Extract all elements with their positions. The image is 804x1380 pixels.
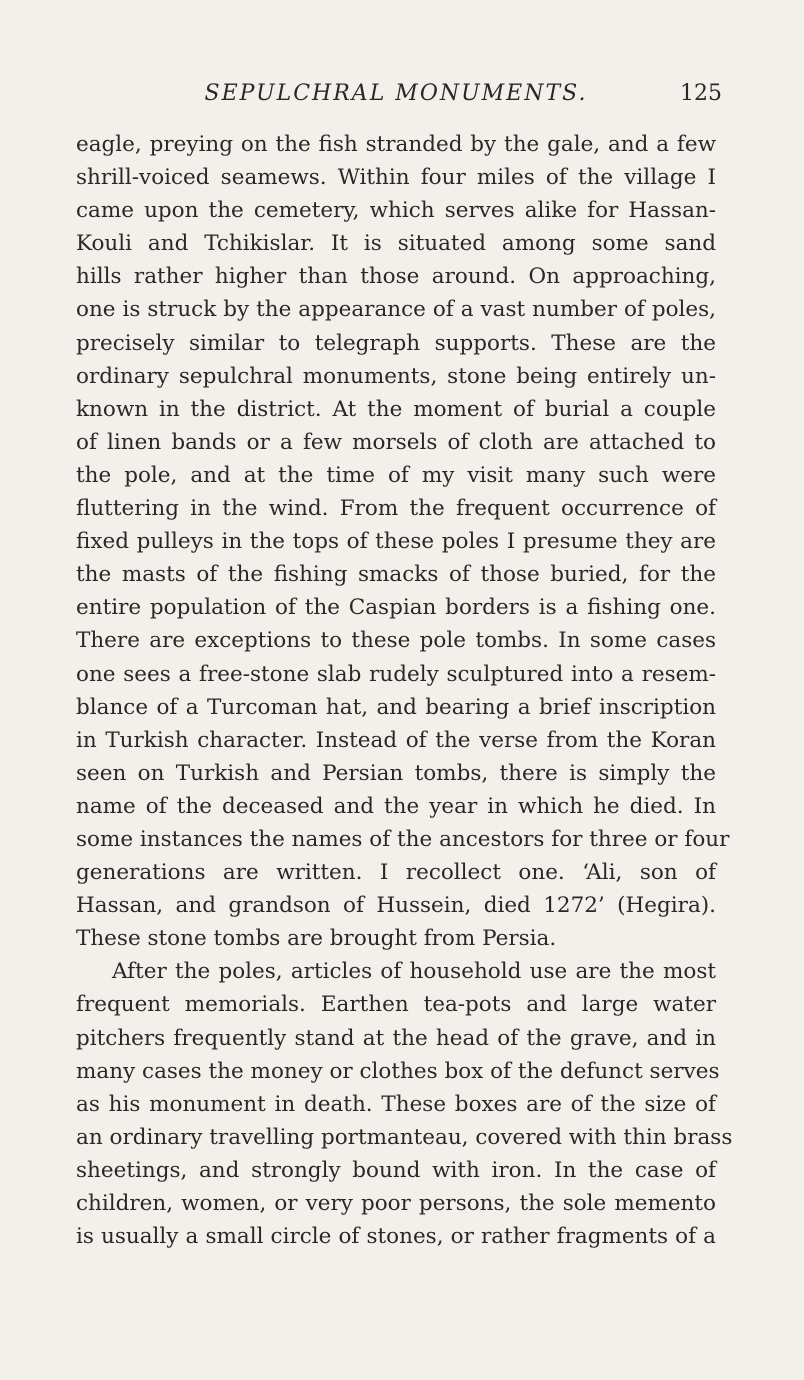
text-line: frequent memorials. Earthen tea-pots and large water <box>76 992 716 1018</box>
text-line: precisely similar to telegraph supports. These are the <box>76 330 716 356</box>
text-line: an ordinary travelling portmanteau, covered with thin brass <box>76 1124 733 1150</box>
text-line: ordinary sepulchral monuments, stone being entirely un- <box>76 363 716 389</box>
text-line: blance of a Turcoman hat, and bearing a brief inscription <box>76 694 716 720</box>
text-line: entire population of the Caspian borders is a fishing one. <box>76 595 716 621</box>
paragraph-1 <box>76 128 730 955</box>
text-line: name of the deceased and the year in which he died. In <box>76 793 716 819</box>
running-title: SEPULCHRAL MONUMENTS. <box>204 81 588 106</box>
text-line: shrill-voiced seamews. Within four miles of the village I <box>76 165 716 191</box>
text-line: fixed pulleys in the tops of these poles I presume they are <box>76 529 716 555</box>
text-line: of linen bands or a few morsels of cloth are attached to <box>76 429 716 455</box>
text-line: hills rather higher than those around. On approaching, <box>76 264 716 290</box>
text-line: There are exceptions to these pole tombs. In some cases <box>76 628 716 654</box>
text-line: These stone tombs are brought from Persia. <box>76 926 557 952</box>
text-line: one is struck by the appearance of a vast number of poles, <box>76 297 716 323</box>
text-line: the pole, and at the time of my visit many such were <box>76 462 716 488</box>
text-line: one sees a free-stone slab rudely sculptured into a resem- <box>76 661 716 687</box>
text-line: came upon the cemetery, which serves alike for Hassan- <box>76 198 716 224</box>
text-line: known in the district. At the moment of burial a couple <box>76 396 716 422</box>
text-line: Kouli and Tchikislar. It is situated among some sand <box>76 231 716 257</box>
text-line: pitchers frequently stand at the head of the grave, and in <box>76 1025 716 1051</box>
text-line: fluttering in the wind. From the frequent occurrence of <box>76 496 716 522</box>
paragraph-2 <box>76 955 733 1253</box>
text-line: children, women, or very poor persons, the sole memento <box>76 1191 716 1216</box>
running-head <box>76 76 722 112</box>
text-line: After the poles, articles of household use are the most <box>112 959 716 985</box>
text-line: the masts of the fishing smacks of those buried, for the <box>76 562 716 588</box>
text-line: in Turkish character. Instead of the verse from the Koran <box>76 727 716 753</box>
text-line: eagle, preying on the fish stranded by the gale, and a few <box>76 132 716 157</box>
text-line: Hassan, and grandson of Hussein, died 1272’ (Hegira). <box>76 893 716 919</box>
text-line: generations are written. I recollect one. ‘Ali, son of <box>76 860 716 886</box>
page-number: 125 <box>680 81 722 106</box>
text-line: many cases the money or clothes box of the defunct serves <box>76 1058 720 1084</box>
text-line: sheetings, and strongly bound with iron. In the case of <box>76 1157 716 1183</box>
text-line: as his monument in death. These boxes are of the size of <box>76 1091 716 1117</box>
body-text <box>76 128 733 1253</box>
text-line: seen on Turkish and Persian tombs, there is simply the <box>76 760 716 786</box>
text-line: is usually a small circle of stones, or rather fragments of a <box>76 1224 716 1250</box>
text-line: some instances the names of the ancestors for three or four <box>76 826 730 852</box>
